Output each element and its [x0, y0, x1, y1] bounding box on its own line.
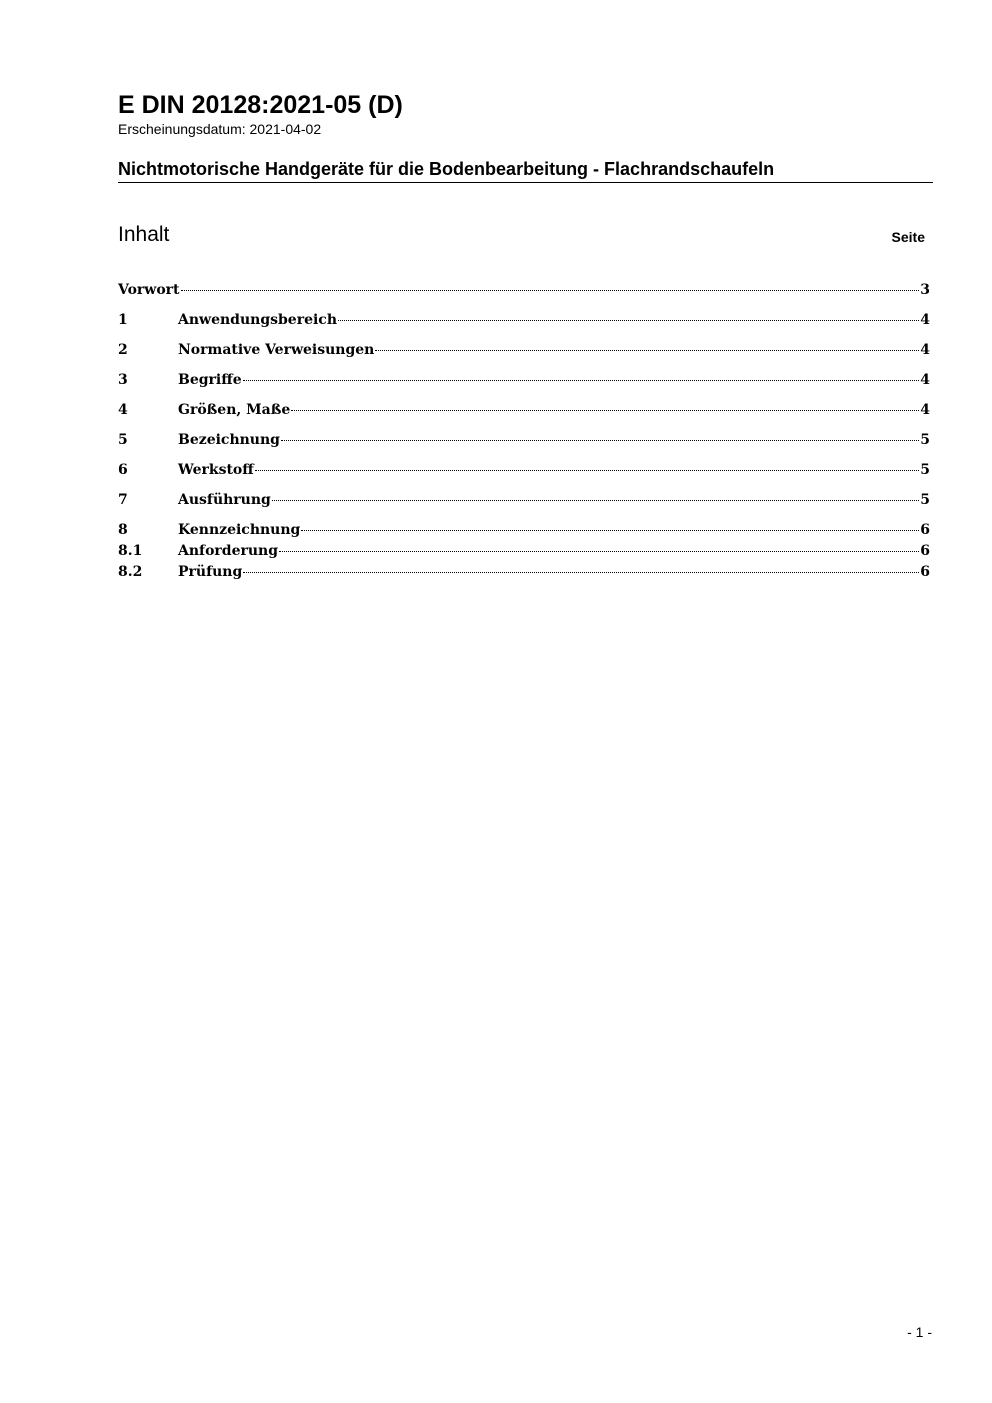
toc-entry-2[interactable]: [118, 339, 930, 360]
toc-entry-8-2[interactable]: [118, 561, 930, 582]
toc-entry-number: 1: [118, 312, 128, 328]
toc-entry-label: Kennzeichnung: [178, 522, 301, 538]
toc-entry-number: 8.1: [118, 543, 143, 559]
toc-entry-label: Bezeichnung: [178, 432, 280, 448]
toc-entry-1[interactable]: [118, 309, 930, 330]
toc-entry-number: 4: [118, 402, 128, 418]
toc-entry-page: 4: [920, 402, 930, 418]
toc-entry-label: Größen, Maße: [178, 402, 291, 418]
toc-entry-label: Ausführung: [178, 492, 271, 508]
toc-entry-label: Prüfung: [178, 564, 243, 580]
toc-entry-page: 6: [920, 564, 930, 580]
toc-entry-4[interactable]: [118, 399, 930, 420]
toc-entry-6[interactable]: [118, 459, 930, 480]
toc-dot-leader: [272, 486, 919, 501]
toc-entry-label: Anwendungsbereich: [178, 312, 337, 328]
toc-dot-leader: [281, 426, 919, 441]
toc-entry-number: 2: [118, 342, 128, 358]
toc-entry-page: 4: [920, 312, 930, 328]
toc-entry-page: 5: [920, 462, 930, 478]
toc-dot-leader: [243, 558, 919, 573]
toc-dot-leader: [255, 456, 920, 471]
toc-dot-leader: [243, 366, 920, 381]
toc-entry-3[interactable]: [118, 369, 930, 390]
toc-dot-leader: [301, 516, 919, 531]
toc-entry-label: Vorwort: [118, 282, 180, 298]
toc-entry-page: 5: [920, 432, 930, 448]
toc-dot-leader: [338, 306, 919, 321]
toc-entry-5[interactable]: [118, 429, 930, 450]
toc-entry-label: Anforderung: [178, 543, 278, 559]
toc-dot-leader: [181, 276, 920, 291]
toc-entry-number: 6: [118, 462, 128, 478]
toc-dot-leader: [279, 537, 919, 552]
toc-entry-number: 5: [118, 432, 128, 448]
toc-entry-number: 3: [118, 372, 128, 388]
toc-entry-page: 5: [920, 492, 930, 508]
toc-entry-number: 8: [118, 522, 128, 538]
toc-entry-page: 6: [920, 543, 930, 559]
toc-entry-label: Werkstoff: [178, 462, 254, 478]
toc-entry-7[interactable]: [118, 489, 930, 510]
toc-entry-page: 6: [920, 522, 930, 538]
document-title: Nichtmotorische Handgeräte für die Bodenbearbeitung - Flachrandschaufeln: [118, 158, 933, 183]
toc-entry-page: 4: [920, 372, 930, 388]
toc-entry-page: 4: [920, 342, 930, 358]
document-id: E DIN 20128:2021-05 (D): [118, 91, 403, 119]
toc-entry-vorwort[interactable]: [118, 279, 930, 300]
toc-entry-label: Begriffe: [178, 372, 242, 388]
publication-date: Erscheinungsdatum: 2021-04-02: [118, 121, 322, 137]
toc-entry-number: 7: [118, 492, 128, 508]
page-number: - 1 -: [907, 1324, 932, 1340]
toc-dot-leader: [291, 396, 919, 411]
page-column-label: Seite: [891, 229, 925, 245]
table-of-contents: [118, 279, 930, 582]
toc-entry-label: Normative Verweisungen: [178, 342, 375, 358]
toc-entry-page: 3: [920, 282, 930, 298]
toc-dot-leader: [375, 336, 919, 351]
toc-entry-number: 8.2: [118, 564, 143, 580]
toc-heading: Inhalt: [118, 223, 170, 246]
